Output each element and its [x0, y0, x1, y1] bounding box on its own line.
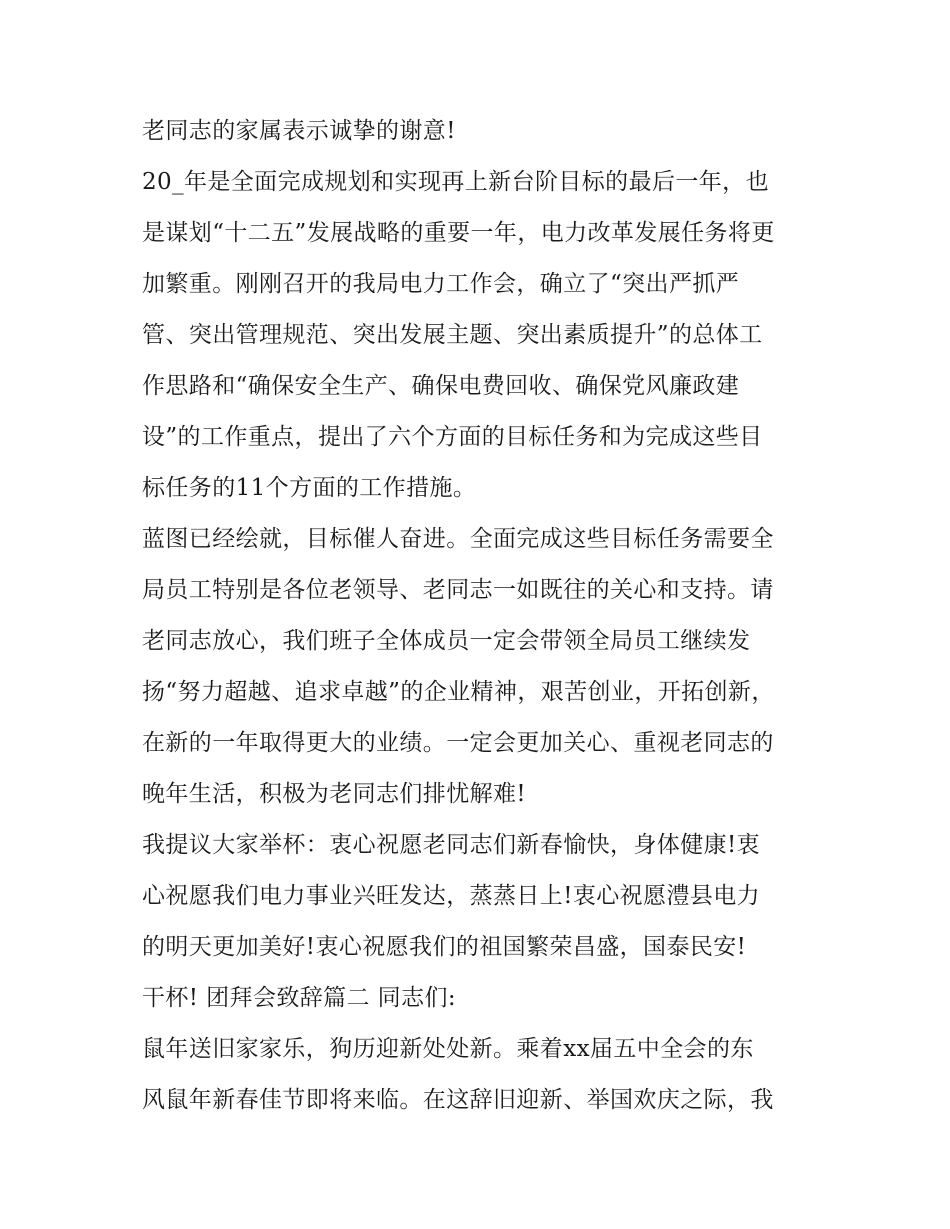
text-line: 标任务的11个方面的工作措施。: [142, 475, 477, 501]
text-line: 蓝图已经绘就，目标催人奋进。全面完成这些目标任务需要全: [142, 526, 774, 552]
text-line: 在新的一年取得更大的业绩。一定会更加关心、重视老同志的: [142, 730, 774, 756]
text-line: 干杯! 团拜会致辞篇二 同志们:: [142, 985, 457, 1011]
text-line: 作思路和“确保安全生产、确保电费回收、确保党风廉政建: [142, 373, 740, 399]
text-line: 鼠年送旧家家乐，狗历迎新处处新。乘着xx届五中全会的东: [142, 1036, 754, 1062]
text-line: 设”的工作重点，提出了六个方面的目标任务和为完成这些目: [142, 424, 763, 450]
text-line: 20_年是全面完成规划和实现再上新台阶目标的最后一年，也: [142, 169, 769, 195]
text-line: 加繁重。刚刚召开的我局电力工作会，确立了“突出严抓严: [142, 271, 740, 297]
text-line: 局员工特别是各位老领导、老同志一如既往的关心和支持。请: [142, 577, 774, 603]
text-line: 晚年生活，积极为老同志们排忧解难!: [142, 781, 527, 807]
text-line: 的明天更加美好!衷心祝愿我们的祖国繁荣昌盛，国泰民安!: [142, 934, 747, 960]
text-line: 心祝愿我们电力事业兴旺发达，蒸蒸日上!衷心祝愿澧县电力: [142, 883, 761, 909]
document-text: [142, 106, 822, 1126]
text-line: 老同志放心，我们班子全体成员一定会带领全局员工继续发: [142, 628, 751, 654]
text-line: 是谋划“十二五”发展战略的重要一年，电力改革发展任务将更: [142, 220, 775, 246]
text-line: 扬“努力超越、追求卓越”的企业精神，艰苦创业，开拓创新，: [142, 679, 775, 705]
text-line: 风鼠年新春佳节即将来临。在这辞旧迎新、举国欢庆之际，我: [142, 1087, 774, 1113]
text-line: 我提议大家举杯：衷心祝愿老同志们新春愉快，身体健康!衷: [142, 832, 761, 858]
text-line: 老同志的家属表示诚挚的谢意!: [142, 118, 456, 144]
text-line: 管、突出管理规范、突出发展主题、突出素质提升”的总体工: [142, 322, 763, 348]
